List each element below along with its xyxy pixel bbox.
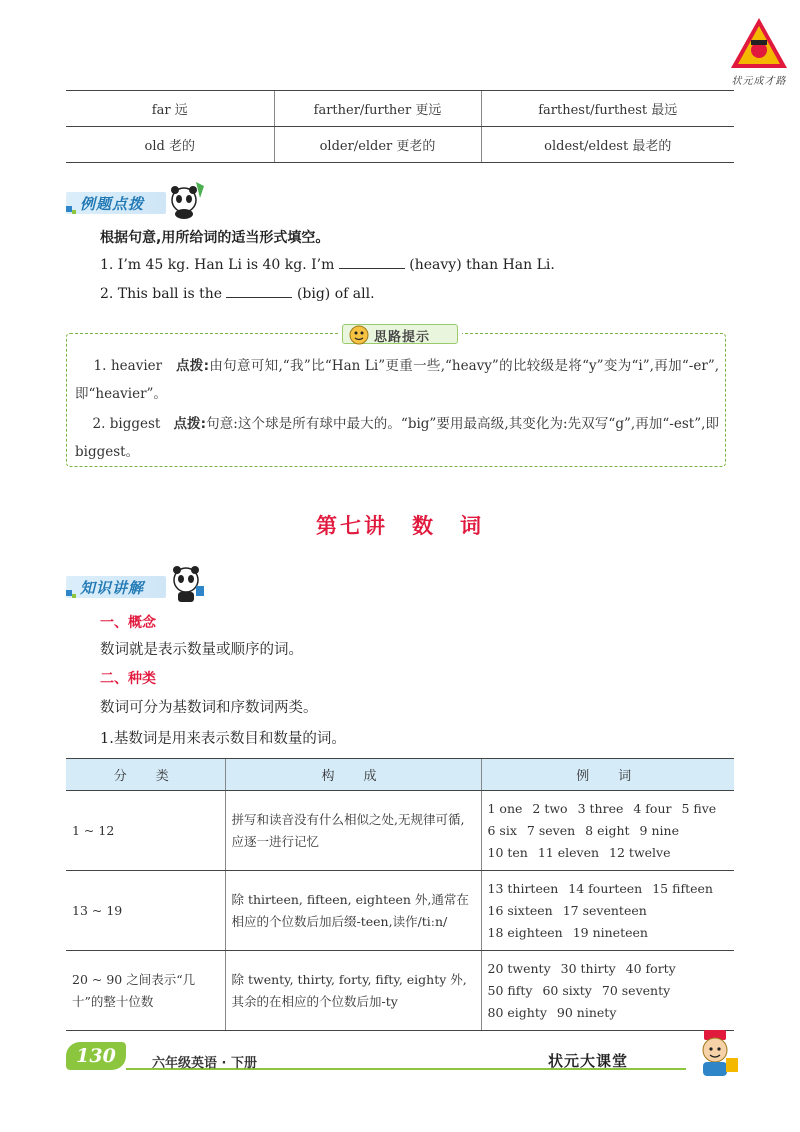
cardinal-text: 1.基数词是用来表示数目和数量的词。 bbox=[100, 731, 346, 747]
examples-cell bbox=[481, 791, 734, 871]
banner-label: 例题点拨 bbox=[80, 195, 145, 213]
hint-explanation: 由句意可知,“我”比“Han Li”更重一些,“heavy”的比较级是将“y”变为“i”,再加“-er”,即“heavier”。 bbox=[75, 358, 720, 402]
panda-mascot-icon bbox=[166, 180, 208, 220]
example-word: 6 six bbox=[487, 822, 517, 838]
table-cell: far 远 bbox=[66, 91, 274, 127]
instruction-text: 根据句意,用所给词的适当形式填空。 bbox=[100, 230, 330, 246]
example-word: 18 eighteen bbox=[487, 924, 563, 940]
logo-text: 状元成才路 bbox=[731, 76, 787, 87]
banner-square bbox=[72, 594, 76, 598]
table-header-row bbox=[66, 759, 734, 791]
examples-cell bbox=[481, 951, 734, 1031]
student-mascot-icon bbox=[686, 1028, 744, 1080]
cardinal-number-table bbox=[66, 758, 734, 1031]
brand-name: 状元大课堂 bbox=[548, 1052, 629, 1070]
hint-explanation: 句意:这个球是所有球中最大的。“big”要用最高级,其变化为:先双写“g”,再加“-est”,即 biggest。 bbox=[75, 416, 719, 460]
lecture-title: 第七讲 数 词 bbox=[316, 514, 484, 538]
page-number: 130 bbox=[66, 1042, 126, 1070]
table-cell: oldest/eldest 最老的 bbox=[481, 127, 734, 163]
formation-cell: 除 twenty, thirty, forty, fifty, eighty 外,其余的在相应的个位数后加-ty bbox=[225, 951, 481, 1031]
example-word: 4 four bbox=[633, 800, 672, 816]
hint-label: 点拨: bbox=[173, 416, 207, 432]
answer-label: 2. biggest bbox=[92, 416, 161, 432]
answer-label: 1. heavier bbox=[93, 358, 163, 374]
publisher-logo bbox=[727, 14, 791, 86]
example-word: 40 forty bbox=[625, 960, 676, 976]
page-footer bbox=[66, 1040, 800, 1080]
formation-cell: 除 thirteen, fifteen, eighteen 外,通常在相应的个位数后加后缀-teen,读作/tiːn/ bbox=[225, 871, 481, 951]
category-cell: 1 ~ 12 bbox=[66, 791, 225, 871]
question-1 bbox=[100, 255, 555, 273]
column-header: 构 成 bbox=[225, 759, 481, 791]
formation-cell: 拼写和读音没有什么相似之处,无规律可循,应逐一进行记忆 bbox=[225, 791, 481, 871]
hint-answer-2 bbox=[75, 410, 719, 466]
example-word: 14 fourteen bbox=[568, 880, 643, 896]
example-word: 12 twelve bbox=[609, 844, 671, 860]
example-word: 30 thirty bbox=[560, 960, 616, 976]
example-word: 5 five bbox=[681, 800, 717, 816]
banner-square bbox=[72, 210, 76, 214]
answer-blank bbox=[339, 255, 405, 269]
question-text: (big) of all. bbox=[296, 286, 375, 302]
knowledge-banner bbox=[66, 564, 216, 600]
examples-cell bbox=[481, 871, 734, 951]
answer-blank bbox=[226, 284, 292, 298]
example-word: 17 seventeen bbox=[562, 902, 647, 918]
example-word: 15 fifteen bbox=[652, 880, 713, 896]
table-row bbox=[66, 951, 734, 1031]
table-row bbox=[66, 91, 734, 127]
example-word: 50 fifty bbox=[487, 982, 533, 998]
question-text: 2. This ball is the bbox=[100, 286, 223, 302]
question-text: 1. I’m 45 kg. Han Li is 40 kg. I’m bbox=[100, 257, 335, 273]
example-word: 13 thirteen bbox=[487, 880, 559, 896]
comparison-table bbox=[66, 90, 734, 163]
example-banner bbox=[66, 180, 216, 216]
hint-label: 点拨: bbox=[175, 358, 210, 374]
example-word: 9 nine bbox=[639, 822, 679, 838]
example-word: 7 seven bbox=[526, 822, 576, 838]
types-heading: 二、种类 bbox=[100, 671, 156, 687]
example-word: 80 eighty bbox=[487, 1004, 547, 1020]
hint-answer-1 bbox=[75, 352, 719, 408]
example-word: 10 ten bbox=[487, 844, 528, 860]
example-word: 70 seventy bbox=[601, 982, 671, 998]
example-word: 8 eight bbox=[585, 822, 630, 838]
table-row bbox=[66, 791, 734, 871]
example-word: 11 eleven bbox=[537, 844, 600, 860]
category-cell: 20 ~ 90 之间表示“几十”的整十位数 bbox=[66, 951, 225, 1031]
banner-label: 知识讲解 bbox=[80, 579, 145, 597]
example-word: 16 sixteen bbox=[487, 902, 553, 918]
thinking-face-icon bbox=[348, 322, 370, 346]
hint-box bbox=[66, 330, 726, 467]
question-text: (heavy) than Han Li. bbox=[409, 257, 555, 273]
hint-title: 思路提示 bbox=[374, 330, 431, 345]
table-row bbox=[66, 871, 734, 951]
types-text: 数词可分为基数词和序数词两类。 bbox=[100, 700, 318, 716]
example-word: 2 two bbox=[532, 800, 568, 816]
column-header: 例 词 bbox=[481, 759, 734, 791]
question-2 bbox=[100, 284, 375, 302]
concept-heading: 一、概念 bbox=[100, 615, 156, 631]
table-cell: older/elder 更老的 bbox=[274, 127, 481, 163]
example-word: 20 twenty bbox=[487, 960, 551, 976]
example-word: 60 sixty bbox=[542, 982, 592, 998]
example-word: 1 one bbox=[487, 800, 523, 816]
panda-mascot-icon bbox=[166, 564, 208, 604]
hint-tab bbox=[338, 322, 462, 346]
table-cell: old 老的 bbox=[66, 127, 274, 163]
concept-text: 数词就是表示数量或顺序的词。 bbox=[100, 642, 303, 658]
column-header: 分 类 bbox=[66, 759, 225, 791]
table-row bbox=[66, 127, 734, 163]
table-cell: farthest/furthest 最远 bbox=[481, 91, 734, 127]
example-word: 90 ninety bbox=[556, 1004, 617, 1020]
book-title: 六年级英语 · 下册 bbox=[152, 1056, 257, 1071]
category-cell: 13 ~ 19 bbox=[66, 871, 225, 951]
example-word: 19 nineteen bbox=[572, 924, 648, 940]
example-word: 3 three bbox=[577, 800, 624, 816]
table-cell: farther/further 更远 bbox=[274, 91, 481, 127]
